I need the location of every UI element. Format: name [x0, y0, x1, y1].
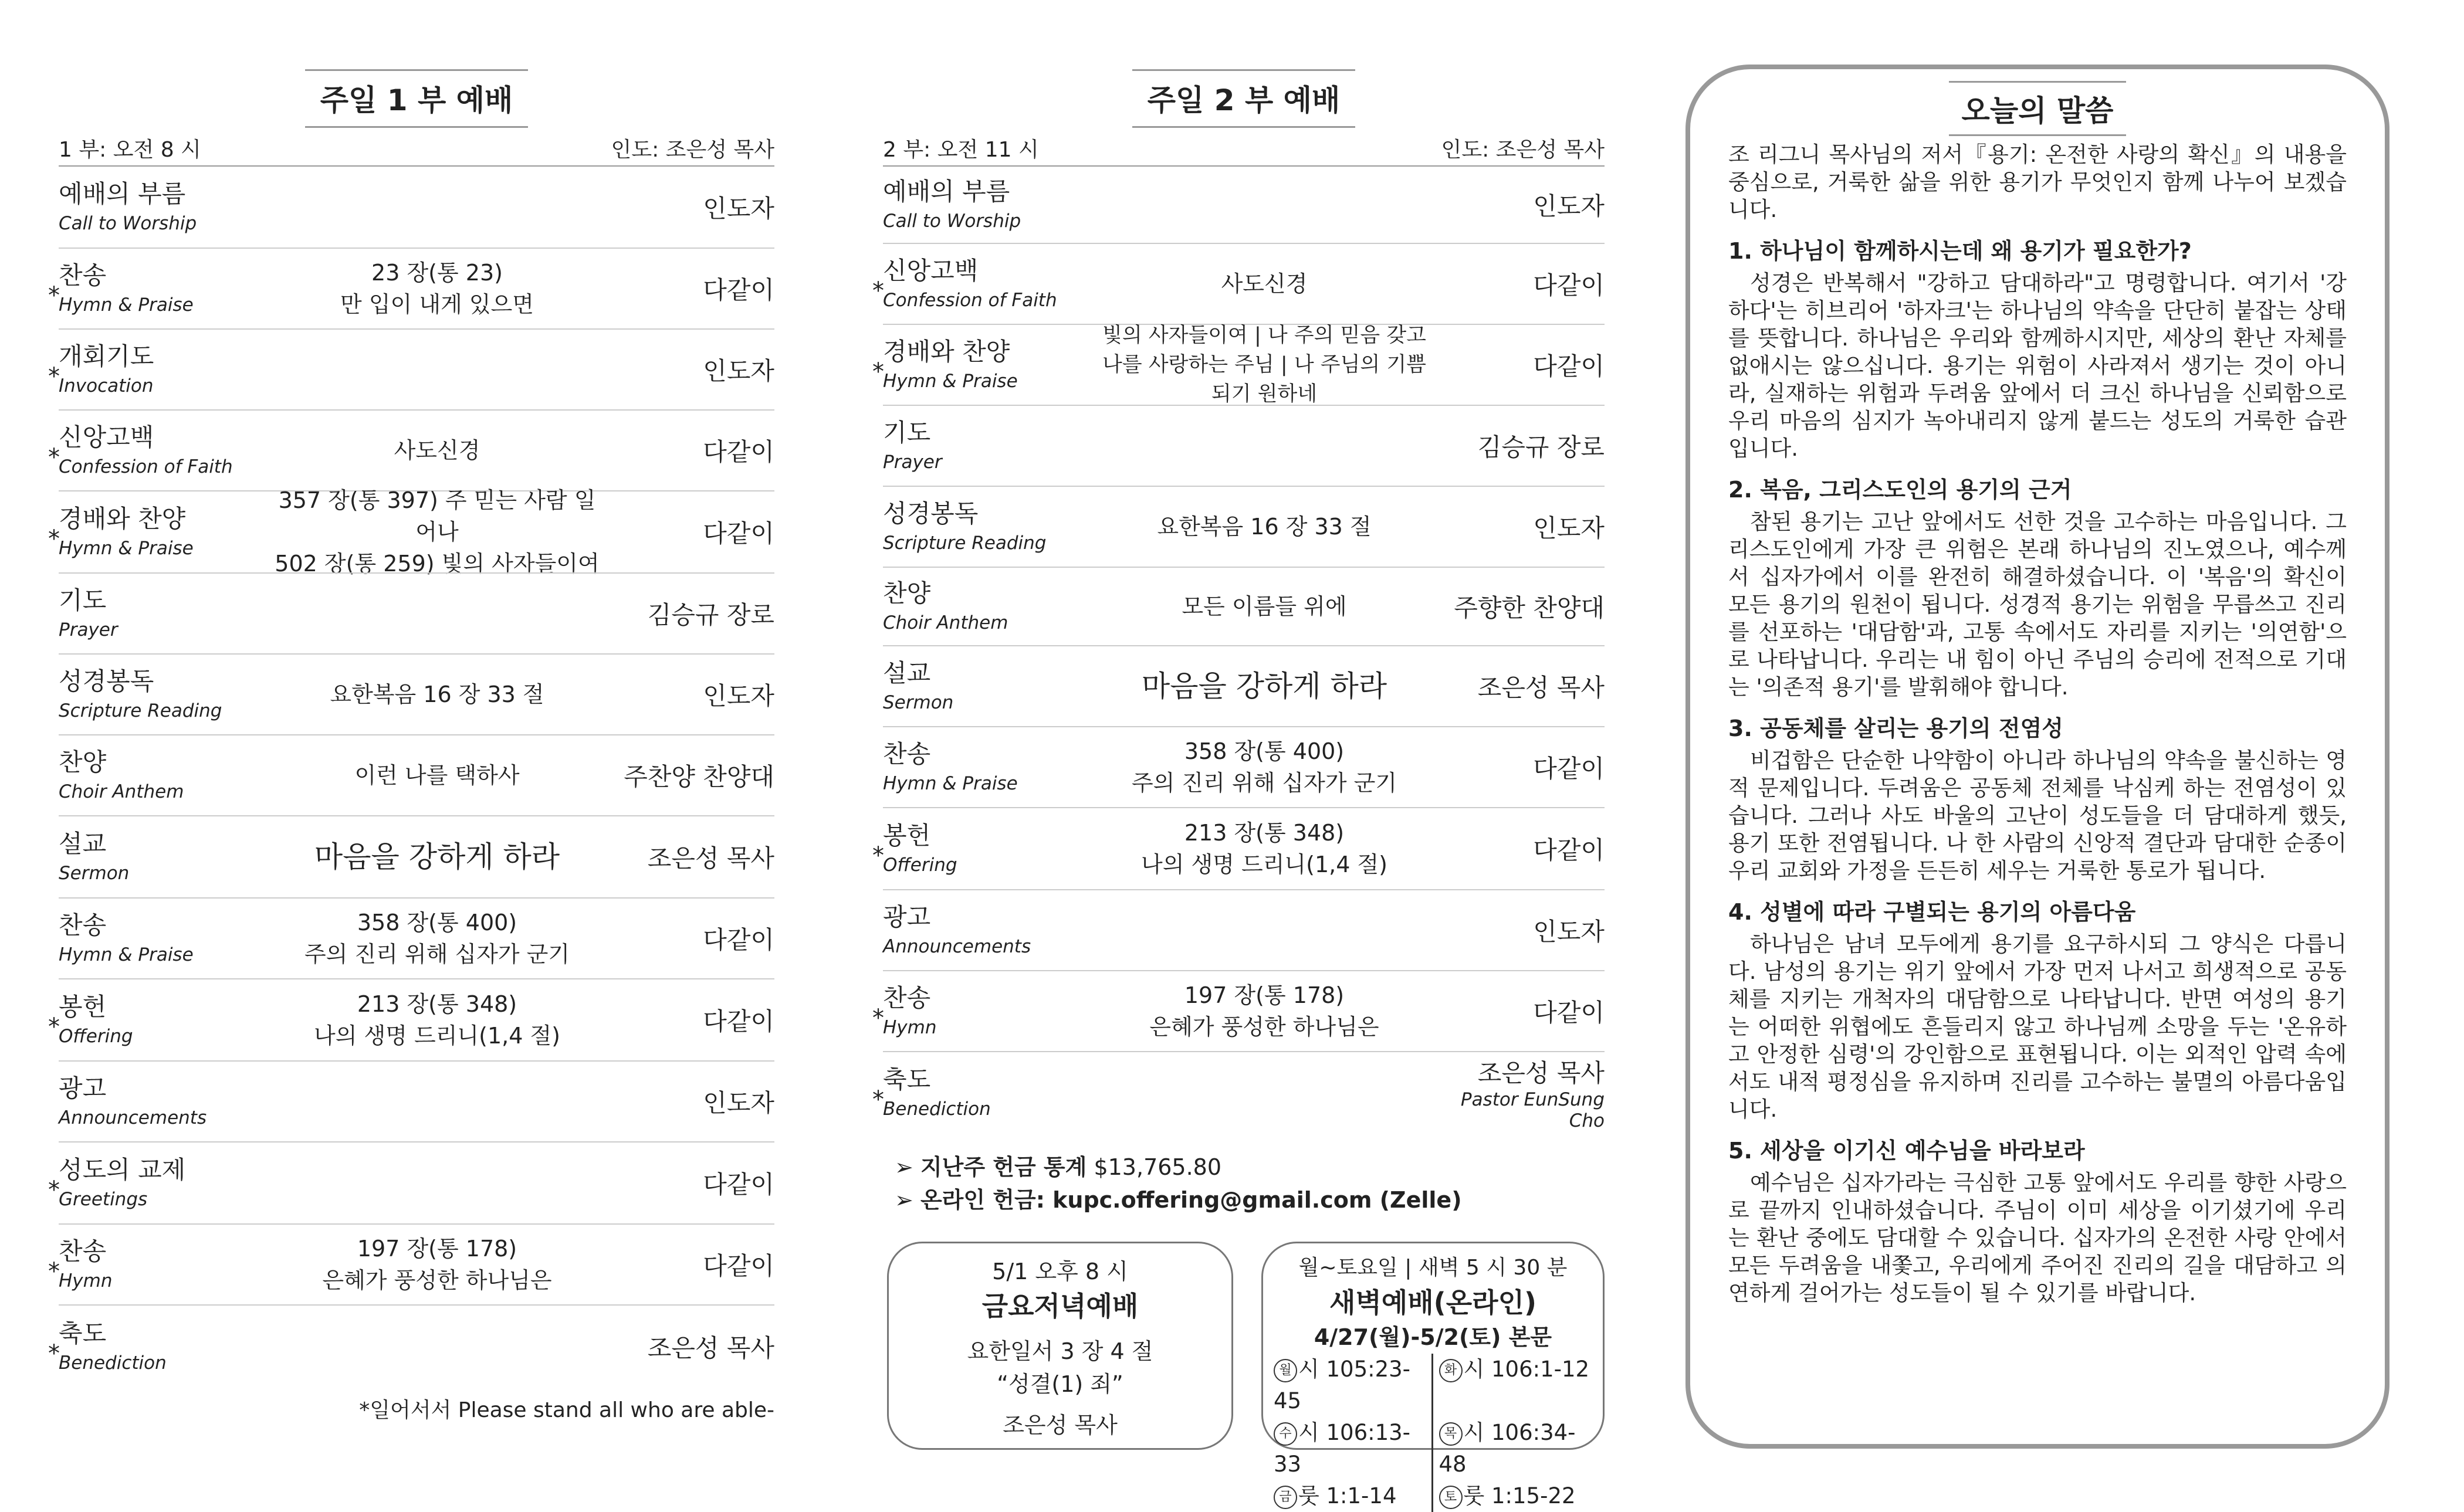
item-content: 197 장(통 178) [1184, 982, 1345, 1008]
item-leader: 다같이 [703, 438, 774, 466]
offering-label: 지난주 헌금 통계 [920, 1154, 1087, 1180]
order-row [48, 487, 774, 577]
item-content-2: 주의 진리 위해 십자가 군기 [1131, 770, 1397, 796]
item-leader: 인도자 [1533, 514, 1605, 543]
item-name-ko: 광고 [883, 903, 931, 931]
order-row [48, 1223, 774, 1304]
item-name-en: Hymn & Praise [59, 944, 194, 965]
dawn-passage: 시 106:34-48 [1439, 1420, 1576, 1477]
item-name-ko: 신앙고백 [883, 256, 979, 285]
item-name-ko: 찬양 [59, 748, 107, 777]
word-title: 오늘의 말씀 [1949, 81, 2127, 136]
item-name-ko: 기도 [883, 418, 931, 447]
item-name-ko: 축도 [883, 1065, 931, 1094]
item-name-ko: 찬송 [59, 261, 107, 290]
item-name-en: Announcements [59, 1107, 207, 1128]
item-name-en: Prayer [883, 452, 942, 473]
item-content: 요한복음 16 장 33 절 [1157, 514, 1372, 540]
item-name-en: Choir Anthem [59, 781, 184, 802]
item-leader: 인도자 [703, 1089, 774, 1117]
item-leader: 주향한 찬양대 [1454, 594, 1605, 622]
item-name-en: Prayer [59, 619, 118, 640]
stand-marker: * [48, 444, 60, 471]
item-content: 197 장(통 178) [357, 1236, 517, 1262]
item-content-2: 나를 사랑하는 주님 | 나 주님의 기쁨되기 원하네 [1102, 353, 1426, 406]
item-name-ko: 예배의 부름 [883, 177, 1010, 206]
word-section [1728, 236, 2347, 462]
item-content: 213 장(통 348) [357, 991, 517, 1017]
service2-time: 2 부: 오전 11 시 [883, 138, 1039, 162]
item-name-ko: 찬양 [883, 579, 931, 608]
dawn-readings [1263, 1354, 1603, 1512]
stand-marker: * [48, 1013, 60, 1040]
item-leader: 다같이 [703, 925, 774, 954]
item-name-ko: 성도의 교제 [59, 1155, 186, 1184]
item-name-en: Scripture Reading [883, 533, 1047, 554]
item-name-en: Hymn & Praise [59, 538, 194, 559]
item-leader: 다같이 [1533, 754, 1605, 783]
item-name-ko: 봉헌 [59, 992, 107, 1021]
order-row [59, 897, 774, 978]
order-row [883, 889, 1605, 970]
order-row [883, 165, 1605, 243]
friday-time: 5/1 오후 8 시 [992, 1259, 1128, 1284]
offering-value: $13,765.80 [1094, 1154, 1222, 1180]
item-leader: 조은성 목사 [1477, 1059, 1605, 1087]
order-row [883, 645, 1605, 726]
dawn-title: 새벽예배(온라인) [1329, 1287, 1537, 1318]
item-name-ko: 축도 [59, 1319, 107, 1348]
item-content: 모든 이름들 위에 [1182, 594, 1347, 619]
day-circle: 월 [1274, 1359, 1297, 1382]
item-name-en: Hymn [59, 1270, 113, 1291]
section-heading: 3. 공동체를 살리는 용기의 전염성 [1728, 716, 2063, 741]
item-leader: 다같이 [703, 1170, 774, 1199]
section-body: 하나님은 남녀 모두에게 용기를 요구하시되 그 양식은 다릅니다. 남성의 용기는 위기 앞에서 가장 먼저 나서고 희생적으로 공동체를 지키는 개척자의 대담함으로 나타납니다. 반면 여성의 용기는 어떠한 위협에도 흔들리지 않고 하나님께 소망을 두는 '온유하고 안정한 심령'의 강인함으로 표현됩니다. 이는 외적인 압력 속에서도 내적 평정심을 유지하며 진리를 고수하는 불멸의 아름다움입니다. [1728, 931, 2347, 1122]
friday-preacher: 조은성 목사 [1003, 1412, 1118, 1438]
item-name-ko: 예배의 부름 [59, 179, 186, 208]
item-leader: 인도자 [1533, 192, 1605, 221]
item-name-ko: 신앙고백 [59, 423, 154, 452]
item-leader: 조은성 목사 [647, 844, 774, 873]
item-leader: 다같이 [1533, 836, 1605, 865]
stand-marker: * [48, 1258, 60, 1285]
item-leader: 조은성 목사 [1477, 673, 1605, 702]
item-leader: 다같이 [1533, 352, 1605, 381]
dawn-schedule: 월~토요일 | 새벽 5 시 30 분 [1298, 1256, 1568, 1280]
service2-subheader [883, 135, 1605, 165]
item-content-2: 502 장(통 259) 빛의 사자들이여 [275, 551, 600, 577]
dawn-passage: 시 105:23-45 [1274, 1357, 1411, 1413]
item-content: 마음을 강하게 하라 [1141, 669, 1387, 703]
item-leader: 다같이 [1533, 998, 1605, 1027]
dawn-reading [1433, 1354, 1593, 1417]
item-leader: 다같이 [703, 1252, 774, 1280]
item-name-en: Hymn & Praise [59, 294, 194, 316]
item-name-en: Scripture Reading [59, 700, 222, 721]
item-name-en: Benediction [883, 1099, 991, 1120]
stand-marker: * [48, 363, 60, 390]
item-name-ko: 광고 [59, 1074, 107, 1103]
item-content: 357 장(통 397) 주 믿는 사람 일어나 [278, 487, 596, 545]
item-name-ko: 성경봉독 [59, 667, 154, 696]
dawn-range: 4/27(월)-5/2(토) 본문 [1314, 1324, 1552, 1350]
dawn-passage: 룻 1:1-14 [1298, 1483, 1397, 1508]
order-row [59, 734, 774, 815]
item-leader: 다같이 [703, 276, 774, 304]
item-content: 358 장(통 400) [357, 910, 517, 935]
item-content-2: 나의 생명 드리니(1,4 절) [1141, 852, 1387, 877]
service2-title: 주일 2 부 예배 [1132, 69, 1356, 128]
dawn-reading [1433, 1480, 1593, 1512]
dawn-reading [1274, 1480, 1433, 1512]
item-name-en: Choir Anthem [883, 612, 1008, 633]
item-name-en: Announcements [883, 936, 1031, 957]
service1-rows [48, 165, 774, 1388]
item-name-en: Offering [883, 855, 957, 876]
item-leader-en: Pastor EunSung Cho [1460, 1089, 1605, 1131]
order-row [59, 815, 774, 897]
item-content: 마음을 강하게 하라 [314, 840, 560, 874]
item-name-ko: 설교 [883, 659, 931, 687]
offering-stats [895, 1151, 1605, 1216]
item-name-en: Sermon [883, 692, 954, 713]
item-name-en: Sermon [59, 863, 130, 884]
order-row [872, 1051, 1605, 1133]
service2-leader: 인도: 조은성 목사 [1441, 138, 1605, 162]
item-name-en: Greetings [59, 1189, 148, 1210]
item-leader: 인도자 [1533, 917, 1605, 946]
day-circle: 목 [1439, 1422, 1463, 1446]
item-leader: 인도자 [703, 357, 774, 385]
item-name-en: Offering [59, 1026, 133, 1047]
dawn-reading [1274, 1354, 1433, 1417]
item-content: 사도신경 [1221, 271, 1308, 297]
order-row [883, 726, 1605, 807]
day-circle: 화 [1439, 1359, 1463, 1382]
item-name-en: Hymn & Praise [883, 371, 1018, 392]
order-row [48, 409, 774, 490]
item-name-en: Hymn & Praise [883, 773, 1018, 794]
item-leader: 다같이 [703, 1007, 774, 1036]
order-row [883, 405, 1605, 486]
item-name-ko: 봉헌 [883, 821, 931, 850]
item-leader: 다같이 [1533, 271, 1605, 300]
order-row [872, 324, 1605, 406]
item-name-ko: 성경봉독 [883, 499, 979, 528]
stand-marker: * [872, 1086, 884, 1113]
order-row [48, 978, 774, 1060]
friday-text2: “성결(1) 죄” [997, 1371, 1123, 1397]
stand-marker: * [872, 842, 884, 869]
dawn-service-box [1261, 1242, 1605, 1508]
word-sections [1728, 236, 2347, 1307]
stand-marker: * [48, 526, 60, 552]
order-row [48, 328, 774, 409]
item-leader: 조은성 목사 [647, 1334, 774, 1362]
item-name-ko: 기도 [59, 586, 107, 615]
service2-rows [872, 165, 1605, 1133]
section-body: 비겁함은 단순한 나약함이 아니라 하나님의 약속을 불신하는 영적 문제입니다. 두려움은 공동체 전체를 낙심케 하는 전염성이 있습니다. 그러나 사도 바울의 고난이 성도들을 더 담대하게 했듯, 용기 또한 전염됩니다. 나 한 사람의 신앙적 결단과 담대한 순종이 우리 교회와 가정을 든든히 세우는 거룩한 통로가 됩니다. [1728, 748, 2347, 883]
day-circle: 토 [1439, 1486, 1463, 1509]
section-body: 예수님은 십자가라는 극심한 고통 앞에서도 우리를 향한 사랑으로 끝까지 인내하셨습니다. 주님이 이미 세상을 이기셨기에 우리는 환난 중에도 담대할 수 있습니다. 십자가의 온전한 사랑 안에서 모든 두려움을 내쫓고, 우리에게 주어진 진리의 길을 대담하고 의연하게 걸어가는 성도들이 될 수 있기를 바랍니다. [1728, 1170, 2347, 1306]
item-content: 사도신경 [394, 438, 480, 463]
friday-title: 금요저녁예배 [981, 1290, 1139, 1322]
stand-marker: * [48, 1340, 60, 1367]
service1-subheader [59, 135, 774, 165]
item-name-ko: 찬송 [883, 740, 931, 768]
item-name-ko: 찬송 [59, 911, 107, 940]
item-name-en: Confession of Faith [883, 290, 1057, 311]
item-content: 이런 나를 택하사 [354, 762, 520, 788]
word-section [1728, 714, 2347, 884]
word-intro: 조 리그니 목사님의 저서『용기: 온전한 사랑의 확신』의 내용을 중심으로, 거룩한 삶을 위한 용기가 무엇인지 함께 나누어 보겠습니다. [1728, 142, 2347, 222]
dawn-reading [1274, 1417, 1433, 1480]
item-name-en: Hymn [883, 1017, 937, 1038]
order-row [872, 807, 1605, 889]
item-name-ko: 경배와 찬양 [883, 337, 1010, 366]
order-row [59, 572, 774, 653]
item-name-en: Confession of Faith [59, 456, 233, 477]
section-heading: 5. 세상을 이기신 예수님을 바라보라 [1728, 1138, 2085, 1164]
item-leader: 김승규 장로 [647, 601, 774, 629]
item-content-2: 은혜가 풍성한 하나님은 [1149, 1014, 1379, 1040]
item-content-2: 은혜가 풍성한 하나님은 [322, 1267, 552, 1293]
service1-time: 1 부: 오전 8 시 [59, 138, 201, 162]
order-row [59, 165, 774, 248]
friday-service-box [887, 1242, 1233, 1450]
dawn-passage: 룻 1:15-22 [1463, 1483, 1576, 1508]
item-content: 213 장(통 348) [1184, 820, 1345, 846]
dawn-passage: 시 106:13-33 [1274, 1420, 1411, 1477]
order-row [59, 1060, 774, 1141]
item-name-ko: 개회기도 [59, 342, 154, 371]
order-row [48, 1141, 774, 1223]
stand-marker: * [872, 1005, 884, 1032]
item-name-en: Call to Worship [59, 213, 197, 234]
service2-order [872, 0, 1605, 1216]
service1-order [48, 0, 774, 1423]
online-offering: 온라인 헌금: kupc.offering@gmail.com (Zelle) [920, 1187, 1462, 1213]
order-row [59, 653, 774, 734]
item-content-2: 주의 진리 위해 십자가 군기 [304, 941, 570, 967]
section-body: 성경은 반복해서 "강하고 담대하라"고 명령합니다. 여기서 '강하다'는 히브리어 '하자크'는 하나님의 약속을 단단히 붙잡는 상태를 뜻합니다. 하나님은 우리와 함께하시지만, 세상의 환난 자체를 없애시는 않으십니다. 용기는 위험이 사라져서 생기는 것이 아니라, 실재하는 위험과 두려움 앞에서 더 크신 하나님을 신뢰함으로 우리 마음의 심지가 녹아내리지 않게 붙드는 성도의 거룩한 습관입니다. [1728, 270, 2347, 461]
item-leader: 인도자 [703, 682, 774, 710]
stand-marker: * [872, 277, 884, 304]
order-row [48, 248, 774, 328]
word-section [1728, 475, 2347, 701]
order-row [48, 1304, 774, 1388]
item-content-2: 나의 생명 드리니(1,4 절) [314, 1023, 560, 1049]
item-leader: 김승규 장로 [1477, 433, 1605, 462]
item-name-en: Call to Worship [883, 211, 1021, 232]
section-heading: 1. 하나님이 함께하시는데 왜 용기가 필요한가? [1728, 238, 2192, 264]
friday-text1: 요한일서 3 장 4 절 [967, 1338, 1153, 1364]
item-content: 23 장(통 23) [371, 260, 503, 286]
item-leader: 인도자 [703, 194, 774, 223]
item-name-en: Invocation [59, 375, 154, 396]
order-row [883, 567, 1605, 645]
order-row [872, 243, 1605, 324]
stand-marker: * [48, 282, 60, 309]
item-name-ko: 찬송 [59, 1237, 107, 1266]
word-section [1728, 897, 2347, 1123]
word-section [1728, 1136, 2347, 1307]
section-heading: 4. 성별에 따라 구별되는 용기의 아름다움 [1728, 899, 2136, 925]
section-heading: 2. 복음, 그리스도인의 용기의 근거 [1728, 477, 2072, 503]
day-circle: 금 [1274, 1486, 1297, 1509]
item-content: 요한복음 16 장 33 절 [330, 682, 544, 707]
item-leader: 다같이 [703, 519, 774, 548]
item-name-ko: 설교 [59, 829, 107, 858]
section-body: 참된 용기는 고난 앞에서도 선한 것을 고수하는 마음입니다. 그리스도인에게 가장 큰 위험은 본래 하나님의 진노였으나, 예수께서 십자가에서 이를 완전히 해결하셨습니다. 이 '복음'의 확신이 모든 용기의 원천이 됩니다. 성경적 용기는 위험을 무릅쓰고 진리를 선포하는 '대담함'과, 고통 속에서도 자리를 지키는 '의연함'으로 나타납니다. 우리는 내 힘이 아닌 주님의 승리에 전적으로 기대는 '의존적 용기'를 발휘해야 합니다. [1728, 509, 2347, 700]
service1-title: 주일 1 부 예배 [305, 69, 529, 128]
item-name-ko: 경배와 찬양 [59, 504, 186, 533]
item-leader: 주찬양 찬양대 [624, 762, 774, 791]
item-name-ko: 찬송 [883, 984, 931, 1012]
item-content-2: 만 입이 내게 있으면 [340, 291, 534, 317]
day-circle: 수 [1274, 1422, 1297, 1446]
arrow-icon: ➢ [895, 1187, 913, 1213]
stand-marker: * [48, 1177, 60, 1204]
dawn-passage: 시 106:1-12 [1463, 1357, 1590, 1382]
arrow-icon: ➢ [895, 1154, 913, 1180]
item-content: 358 장(통 400) [1184, 738, 1345, 764]
stand-footnote: *일어서서 Please stand all who are able- [359, 1398, 774, 1422]
dawn-reading [1433, 1417, 1593, 1480]
todays-word-panel [1685, 65, 2389, 1449]
service1-leader: 인도: 조은성 목사 [611, 138, 774, 162]
order-row [872, 970, 1605, 1051]
item-content: 빛의 사자들이여 | 나 주의 믿음 갖고 [1102, 324, 1426, 347]
stand-marker: * [872, 358, 884, 385]
order-row [883, 486, 1605, 567]
item-name-en: Benediction [59, 1352, 167, 1374]
